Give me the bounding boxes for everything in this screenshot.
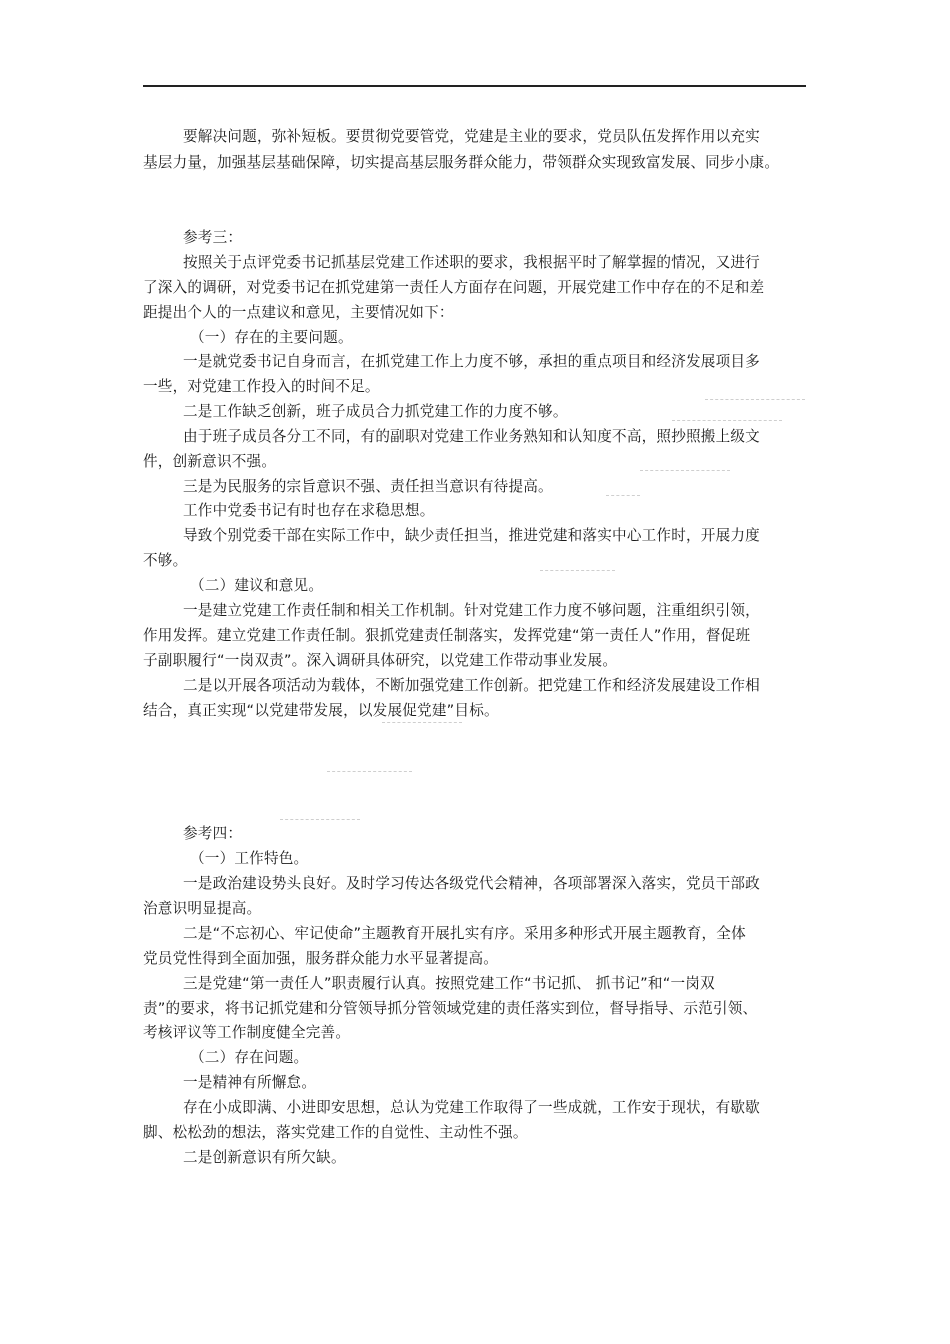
paragraph-line: 党员党性得到全面加强，服务群众能力水平显著提高。 [143,950,499,967]
paragraph-line: 要解决问题，弥补短板。要贯彻党要管党，党建是主业的要求，党员队伍发挥作用以充实 [183,128,760,145]
paragraph-line: 二是创新意识有所欠缺。 [183,1149,346,1166]
paragraph-line: 一是精神有所懈怠。 [183,1074,317,1091]
scan-artifact [640,470,730,471]
paragraph-line: 二是工作缺乏创新，班子成员合力抓党建工作的力度不够。 [183,403,568,420]
paragraph-line: 不够。 [143,552,188,569]
paragraph-line: 存在小成即满、小进即安思想，总认为党建工作取得了一些成就，工作安于现状，有歇歇 [183,1099,760,1116]
paragraph-line: 三是党建“第一责任人”职责履行认真。按照党建工作“书记抓、 抓书记”和“一岗双 [183,975,715,992]
scan-artifact [540,570,615,571]
paragraph-line: 一是就党委书记自身而言，在抓党建工作上力度不够，承担的重点项目和经济发展项目多 [183,353,760,370]
paragraph-line: 件，创新意识不强。 [143,453,277,470]
header-rule [143,85,806,87]
paragraph-line: 子副职履行“一岗双责”。深入调研具体研究，以党建工作带动事业发展。 [143,652,618,669]
scan-artifact [280,819,360,820]
subsection-heading: （二）存在问题。 [190,1049,309,1066]
paragraph-line: 按照关于点评党委书记抓基层党建工作述职的要求，我根据平时了解掌握的情况，又进行 [183,254,760,271]
paragraph-line: 结合，真正实现“以党建带发展，以发展促党建”目标。 [143,702,499,719]
scan-artifact [382,722,462,723]
scan-artifact [327,771,412,772]
section-heading: 参考四： [183,825,243,842]
paragraph-line: 工作中党委书记有时也存在求稳思想。 [183,502,435,519]
paragraph-line: 由于班子成员各分工不同，有的副职对党建工作业务熟知和认知度不高，照抄照搬上级文 [183,428,760,445]
scan-artifact [606,495,640,496]
paragraph-line: 基层力量，加强基层基础保障，切实提高基层服务群众能力，带领群众实现致富发展、同步小康。 [143,154,780,171]
scan-artifact [705,399,805,400]
paragraph-line: 距提出个人的一点建议和意见，主要情况如下： [143,304,454,321]
paragraph-line: 了深入的调研，对党委书记在抓党建第一责任人方面存在问题，开展党建工作中存在的不足和差 [143,279,765,296]
paragraph-line: 二是“不忘初心、牢记使命”主题教育开展扎实有序。采用多种形式开展主题教育，全体 [183,925,746,942]
subsection-heading: （一）存在的主要问题。 [190,329,353,346]
subsection-heading: （一）工作特色。 [190,850,309,867]
paragraph-line: 脚、松松劲的想法，落实党建工作的自觉性、主动性不强。 [143,1124,528,1141]
paragraph-line: 考核评议等工作制度健全完善。 [143,1024,351,1041]
paragraph-line: 责”的要求，将书记抓党建和分管领导抓分管领域党建的责任落实到位，督导指导、示范引领、 [143,1000,758,1017]
subsection-heading: （二）建议和意见。 [190,577,324,594]
section-heading: 参考三： [183,229,243,246]
scan-artifact [672,420,782,421]
paragraph-line: 一是建立党建工作责任制和相关工作机制。针对党建工作力度不够问题，注重组织引领， [183,602,760,619]
paragraph-line: 三是为民服务的宗旨意识不强、责任担当意识有待提高。 [183,478,553,495]
paragraph-line: 二是以开展各项活动为载体，不断加强党建工作创新。把党建工作和经济发展建设工作相 [183,677,760,694]
paragraph-line: 一些，对党建工作投入的时间不足。 [143,378,380,395]
paragraph-line: 导致个别党委干部在实际工作中，缺少责任担当，推进党建和落实中心工作时，开展力度 [183,527,760,544]
paragraph-line: 一是政治建设势头良好。及时学习传达各级党代会精神，各项部署深入落实，党员干部政 [183,875,760,892]
paragraph-line: 作用发挥。建立党建工作责任制。狠抓党建责任制落实，发挥党建“第一责任人”作用，督促班 [143,627,751,644]
paragraph-line: 治意识明显提高。 [143,900,262,917]
